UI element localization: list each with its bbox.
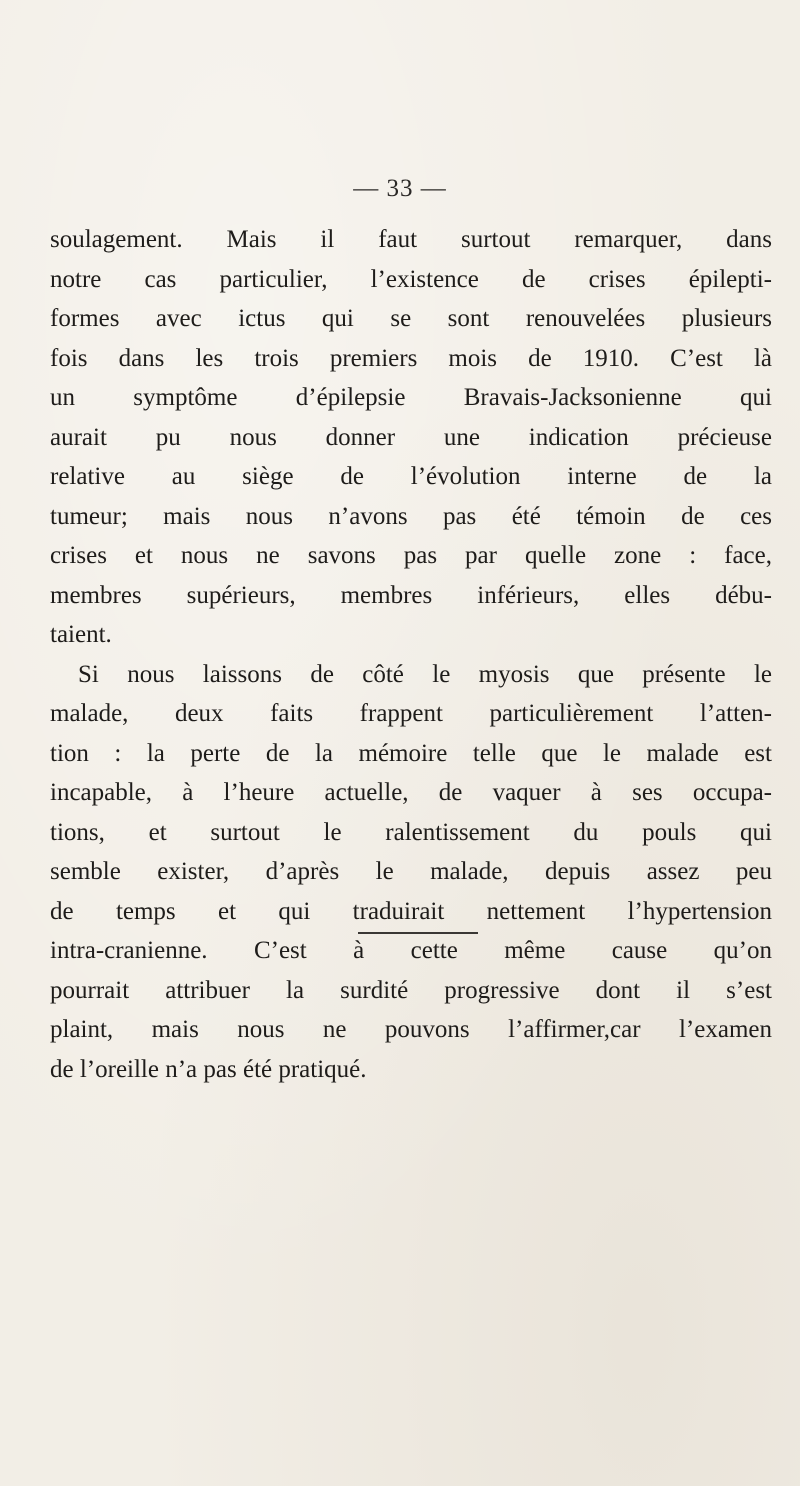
text-line: relative au siège de l’évolution interne de la bbox=[50, 463, 772, 490]
text-line: tions, et surtout le ralentissement du pouls qui bbox=[50, 818, 772, 846]
text-line: membres supérieurs, membres inférieurs, elles débu- bbox=[50, 581, 772, 609]
text-line: semble exister, d’après le malade, depuis assez peu bbox=[50, 858, 772, 885]
text-line: aurait pu nous donner une indication précieuse bbox=[50, 423, 772, 451]
text-line: pourrait attribuer la surdité progressive dont il s’est bbox=[50, 976, 772, 1004]
text-line: formes avec ictus qui se sont renouvelées plusieurs bbox=[50, 305, 772, 332]
text-line: fois dans les trois premiers mois de 1910. C’est là bbox=[50, 344, 772, 372]
text-line: tumeur; mais nous n’avons pas été témoin de ces bbox=[50, 502, 772, 530]
text-line: incapable, à l’heure actuelle, de vaquer à ses occupa- bbox=[50, 779, 772, 806]
text-line: plaint, mais nous ne pouvons l’affirmer,car l’examen bbox=[50, 1016, 772, 1043]
text-line: malade, deux faits frappent particulièrement l’atten- bbox=[50, 700, 772, 727]
text-line: de temps et qui traduirait nettement l’hypertension bbox=[50, 897, 772, 925]
text-line: un symptôme d’épilepsie Bravais-Jacksonienne qui bbox=[50, 384, 772, 411]
text-line: notre cas particulier, l’existence de crises épilepti- bbox=[50, 265, 772, 293]
section-divider bbox=[358, 932, 478, 934]
paragraph-end-line: de l’oreille n’a pas été pratiqué. bbox=[50, 1055, 367, 1083]
text-line: soulagement. Mais il faut surtout remarquer, dans bbox=[50, 226, 772, 253]
body-text bbox=[50, 220, 772, 1089]
text-line: tion : la perte de la mémoire telle que le malade est bbox=[50, 739, 772, 767]
page-number: — 33 — bbox=[353, 175, 447, 202]
text-line: intra-cranienne. C’est à cette même cause qu’on bbox=[50, 937, 772, 964]
text-line: crises et nous ne savons pas par quelle zone : face, bbox=[50, 542, 772, 569]
paragraph-end-line: taient. bbox=[50, 621, 112, 648]
paragraph-start-line: Si nous laissons de côté le myosis que présente le bbox=[78, 660, 772, 688]
